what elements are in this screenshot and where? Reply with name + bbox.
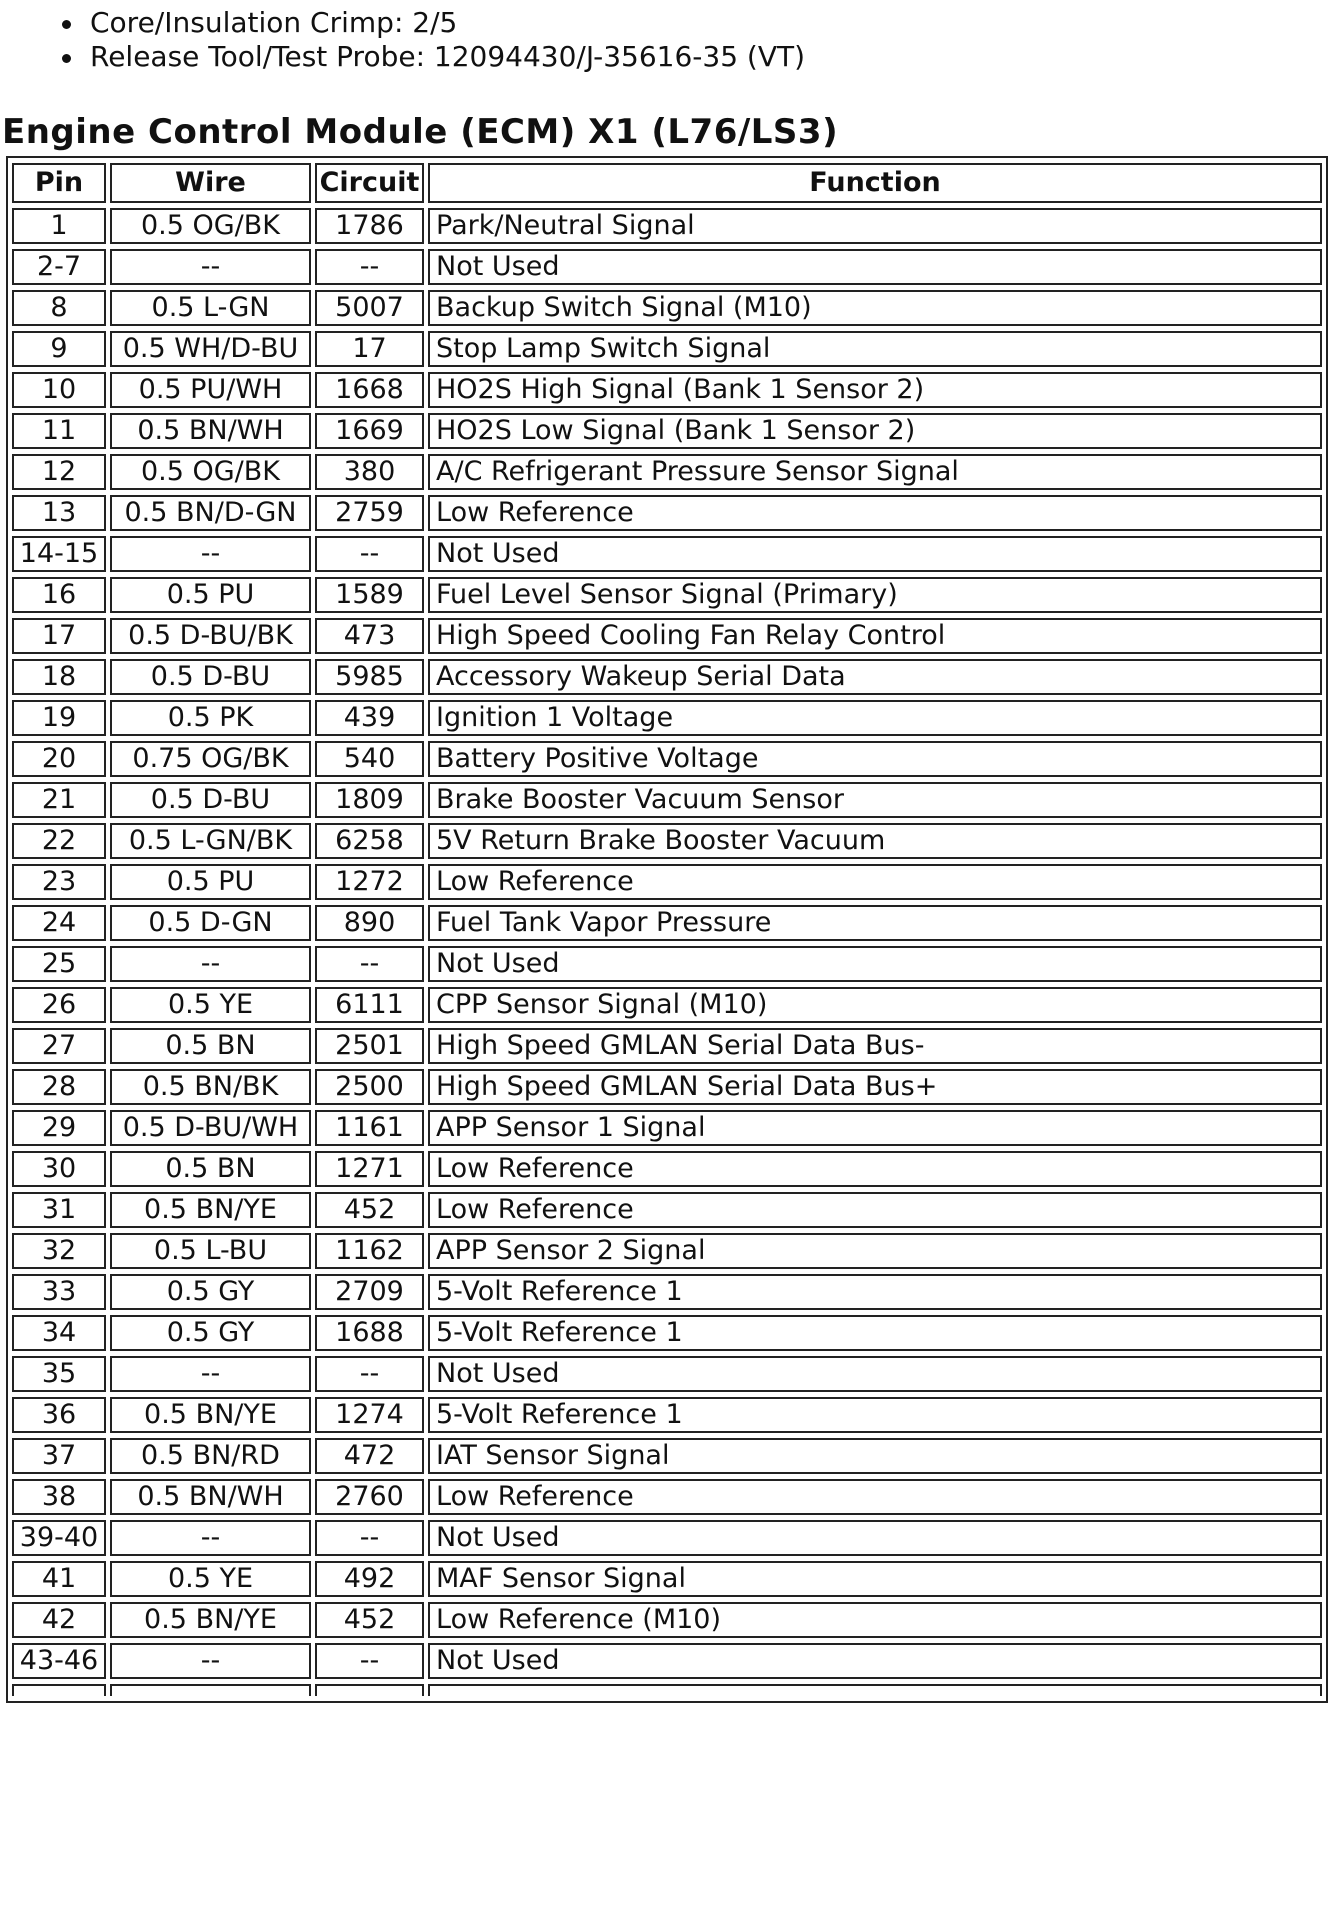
note-crimp: Core/Insulation Crimp: 2/5 xyxy=(0,6,805,40)
table-row xyxy=(12,1233,1322,1269)
function-cell: Not Used xyxy=(428,1643,1322,1679)
circuit-cell: 17 xyxy=(315,331,424,367)
pin-cell: 24 xyxy=(12,905,106,941)
table-row-partial xyxy=(12,1684,1322,1696)
circuit-cell: 5007 xyxy=(315,290,424,326)
table-row xyxy=(12,946,1322,982)
table-row xyxy=(12,987,1322,1023)
wire-cell: 0.5 BN/YE xyxy=(110,1602,311,1638)
table-row xyxy=(12,659,1322,695)
table-row xyxy=(12,782,1322,818)
pin-cell: 1 xyxy=(12,208,106,244)
wire-cell: 0.5 D-BU/BK xyxy=(110,618,311,654)
function-cell: 5V Return Brake Booster Vacuum xyxy=(428,823,1322,859)
pin-cell: 2-7 xyxy=(12,249,106,285)
wire-cell: 0.5 D-BU xyxy=(110,782,311,818)
wire-cell: -- xyxy=(110,536,311,572)
pin-cell: 17 xyxy=(12,618,106,654)
circuit-cell: 1274 xyxy=(315,1397,424,1433)
circuit-cell: 1669 xyxy=(315,413,424,449)
wire-cell: 0.5 GY xyxy=(110,1274,311,1310)
header-pin: Pin xyxy=(12,163,106,203)
function-cell: High Speed Cooling Fan Relay Control xyxy=(428,618,1322,654)
circuit-cell: 1271 xyxy=(315,1151,424,1187)
page-title: Engine Control Module (ECM) X1 (L76/LS3) xyxy=(2,112,839,152)
circuit-cell: 1809 xyxy=(315,782,424,818)
pin-cell: 36 xyxy=(12,1397,106,1433)
circuit-cell: -- xyxy=(315,946,424,982)
function-cell: HO2S Low Signal (Bank 1 Sensor 2) xyxy=(428,413,1322,449)
wire-cell: 0.5 D-GN xyxy=(110,905,311,941)
partial-cell xyxy=(12,1684,106,1696)
partial-cell xyxy=(428,1684,1322,1696)
circuit-cell: 6111 xyxy=(315,987,424,1023)
table-row xyxy=(12,1110,1322,1146)
partial-cell xyxy=(315,1684,424,1696)
pin-cell: 14-15 xyxy=(12,536,106,572)
table-row xyxy=(12,1356,1322,1392)
function-cell: Low Reference xyxy=(428,1479,1322,1515)
table-row xyxy=(12,1520,1322,1556)
pin-cell: 43-46 xyxy=(12,1643,106,1679)
circuit-cell: -- xyxy=(315,1643,424,1679)
pin-cell: 13 xyxy=(12,495,106,531)
circuit-cell: 1161 xyxy=(315,1110,424,1146)
circuit-cell: 1272 xyxy=(315,864,424,900)
circuit-cell: 1688 xyxy=(315,1315,424,1351)
circuit-cell: 1589 xyxy=(315,577,424,613)
header-circuit: Circuit xyxy=(315,163,424,203)
pin-cell: 34 xyxy=(12,1315,106,1351)
table-row xyxy=(12,1602,1322,1638)
table-row xyxy=(12,1397,1322,1433)
wire-cell: -- xyxy=(110,1356,311,1392)
function-cell: APP Sensor 2 Signal xyxy=(428,1233,1322,1269)
circuit-cell: 5985 xyxy=(315,659,424,695)
pin-cell: 10 xyxy=(12,372,106,408)
wire-cell: 0.5 BN/WH xyxy=(110,413,311,449)
wire-cell: 0.5 OG/BK xyxy=(110,208,311,244)
pin-cell: 25 xyxy=(12,946,106,982)
table-row xyxy=(12,413,1322,449)
wire-cell: 0.75 OG/BK xyxy=(110,741,311,777)
function-cell: Accessory Wakeup Serial Data xyxy=(428,659,1322,695)
table-row xyxy=(12,1561,1322,1597)
pin-cell: 22 xyxy=(12,823,106,859)
function-cell: Low Reference xyxy=(428,1151,1322,1187)
header-function: Function xyxy=(428,163,1322,203)
pin-cell: 16 xyxy=(12,577,106,613)
table-row xyxy=(12,372,1322,408)
wire-cell: -- xyxy=(110,249,311,285)
table-row xyxy=(12,208,1322,244)
circuit-cell: 380 xyxy=(315,454,424,490)
wire-cell: 0.5 WH/D-BU xyxy=(110,331,311,367)
function-cell: Low Reference xyxy=(428,864,1322,900)
pin-cell: 29 xyxy=(12,1110,106,1146)
table-row xyxy=(12,823,1322,859)
function-cell: Low Reference xyxy=(428,1192,1322,1228)
table-row xyxy=(12,536,1322,572)
table-row xyxy=(12,454,1322,490)
function-cell: Battery Positive Voltage xyxy=(428,741,1322,777)
table-row xyxy=(12,495,1322,531)
wire-cell: 0.5 BN/YE xyxy=(110,1192,311,1228)
wire-cell: 0.5 L-GN/BK xyxy=(110,823,311,859)
function-cell: Not Used xyxy=(428,1520,1322,1556)
wire-cell: 0.5 YE xyxy=(110,987,311,1023)
table-row xyxy=(12,331,1322,367)
circuit-cell: 452 xyxy=(315,1602,424,1638)
pin-cell: 11 xyxy=(12,413,106,449)
circuit-cell: 2759 xyxy=(315,495,424,531)
pin-cell: 33 xyxy=(12,1274,106,1310)
circuit-cell: 1162 xyxy=(315,1233,424,1269)
table-row xyxy=(12,741,1322,777)
pin-cell: 31 xyxy=(12,1192,106,1228)
circuit-cell: 2500 xyxy=(315,1069,424,1105)
circuit-cell: 2501 xyxy=(315,1028,424,1064)
table-row xyxy=(12,1643,1322,1679)
table-header-row xyxy=(12,163,1322,203)
wire-cell: 0.5 PU xyxy=(110,864,311,900)
pin-cell: 38 xyxy=(12,1479,106,1515)
circuit-cell: -- xyxy=(315,1520,424,1556)
circuit-cell: 890 xyxy=(315,905,424,941)
circuit-cell: -- xyxy=(315,1356,424,1392)
wire-cell: 0.5 BN/WH xyxy=(110,1479,311,1515)
function-cell: Park/Neutral Signal xyxy=(428,208,1322,244)
wire-cell: -- xyxy=(110,1520,311,1556)
circuit-cell: 472 xyxy=(315,1438,424,1474)
wire-cell: 0.5 BN/D-GN xyxy=(110,495,311,531)
pin-cell: 30 xyxy=(12,1151,106,1187)
table-row xyxy=(12,618,1322,654)
circuit-cell: 473 xyxy=(315,618,424,654)
wire-cell: 0.5 BN/BK xyxy=(110,1069,311,1105)
function-cell: HO2S High Signal (Bank 1 Sensor 2) xyxy=(428,372,1322,408)
function-cell: Stop Lamp Switch Signal xyxy=(428,331,1322,367)
function-cell: High Speed GMLAN Serial Data Bus+ xyxy=(428,1069,1322,1105)
function-cell: IAT Sensor Signal xyxy=(428,1438,1322,1474)
circuit-cell: 2709 xyxy=(315,1274,424,1310)
table-row xyxy=(12,700,1322,736)
pin-cell: 32 xyxy=(12,1233,106,1269)
wire-cell: 0.5 BN/YE xyxy=(110,1397,311,1433)
pin-cell: 35 xyxy=(12,1356,106,1392)
pin-cell: 39-40 xyxy=(12,1520,106,1556)
function-cell: High Speed GMLAN Serial Data Bus- xyxy=(428,1028,1322,1064)
circuit-cell: 6258 xyxy=(315,823,424,859)
circuit-cell: 1668 xyxy=(315,372,424,408)
pin-cell: 8 xyxy=(12,290,106,326)
function-cell: APP Sensor 1 Signal xyxy=(428,1110,1322,1146)
circuit-cell: 439 xyxy=(315,700,424,736)
function-cell: Low Reference xyxy=(428,495,1322,531)
wire-cell: 0.5 D-BU/WH xyxy=(110,1110,311,1146)
pin-cell: 23 xyxy=(12,864,106,900)
table-row xyxy=(12,1315,1322,1351)
wire-cell: 0.5 BN/RD xyxy=(110,1438,311,1474)
function-cell: 5-Volt Reference 1 xyxy=(428,1274,1322,1310)
wire-cell: 0.5 OG/BK xyxy=(110,454,311,490)
pinout-table xyxy=(6,156,1328,1703)
function-cell: A/C Refrigerant Pressure Sensor Signal xyxy=(428,454,1322,490)
function-cell: 5-Volt Reference 1 xyxy=(428,1315,1322,1351)
notes-list xyxy=(0,6,805,74)
circuit-cell: -- xyxy=(315,536,424,572)
function-cell: CPP Sensor Signal (M10) xyxy=(428,987,1322,1023)
table-row xyxy=(12,1479,1322,1515)
table-row xyxy=(12,1274,1322,1310)
pin-cell: 20 xyxy=(12,741,106,777)
function-cell: Not Used xyxy=(428,1356,1322,1392)
pin-cell: 27 xyxy=(12,1028,106,1064)
partial-cell xyxy=(110,1684,311,1696)
pin-cell: 18 xyxy=(12,659,106,695)
function-cell: Not Used xyxy=(428,536,1322,572)
circuit-cell: 452 xyxy=(315,1192,424,1228)
wire-cell: 0.5 PK xyxy=(110,700,311,736)
table-row xyxy=(12,577,1322,613)
table-row xyxy=(12,1151,1322,1187)
table-row xyxy=(12,864,1322,900)
pin-cell: 12 xyxy=(12,454,106,490)
function-cell: Low Reference (M10) xyxy=(428,1602,1322,1638)
circuit-cell: 492 xyxy=(315,1561,424,1597)
wire-cell: 0.5 PU/WH xyxy=(110,372,311,408)
wire-cell: 0.5 D-BU xyxy=(110,659,311,695)
table-row xyxy=(12,249,1322,285)
function-cell: Brake Booster Vacuum Sensor xyxy=(428,782,1322,818)
pin-cell: 28 xyxy=(12,1069,106,1105)
table-row xyxy=(12,905,1322,941)
table-row xyxy=(12,1069,1322,1105)
function-cell: Fuel Tank Vapor Pressure xyxy=(428,905,1322,941)
pin-cell: 26 xyxy=(12,987,106,1023)
pin-cell: 9 xyxy=(12,331,106,367)
function-cell: Fuel Level Sensor Signal (Primary) xyxy=(428,577,1322,613)
function-cell: MAF Sensor Signal xyxy=(428,1561,1322,1597)
circuit-cell: 2760 xyxy=(315,1479,424,1515)
pin-cell: 21 xyxy=(12,782,106,818)
function-cell: Backup Switch Signal (M10) xyxy=(428,290,1322,326)
wire-cell: -- xyxy=(110,1643,311,1679)
function-cell: Not Used xyxy=(428,946,1322,982)
header-wire: Wire xyxy=(110,163,311,203)
wire-cell: 0.5 L-GN xyxy=(110,290,311,326)
pin-cell: 42 xyxy=(12,1602,106,1638)
pin-cell: 19 xyxy=(12,700,106,736)
pin-cell: 37 xyxy=(12,1438,106,1474)
table-body xyxy=(12,208,1322,1696)
circuit-cell: 540 xyxy=(315,741,424,777)
table-row xyxy=(12,290,1322,326)
wire-cell: 0.5 BN xyxy=(110,1151,311,1187)
table-row xyxy=(12,1028,1322,1064)
function-cell: Not Used xyxy=(428,249,1322,285)
table-row xyxy=(12,1438,1322,1474)
wire-cell: 0.5 PU xyxy=(110,577,311,613)
wire-cell: 0.5 YE xyxy=(110,1561,311,1597)
wire-cell: 0.5 L-BU xyxy=(110,1233,311,1269)
wire-cell: 0.5 BN xyxy=(110,1028,311,1064)
function-cell: Ignition 1 Voltage xyxy=(428,700,1322,736)
circuit-cell: -- xyxy=(315,249,424,285)
function-cell: 5-Volt Reference 1 xyxy=(428,1397,1322,1433)
circuit-cell: 1786 xyxy=(315,208,424,244)
wire-cell: 0.5 GY xyxy=(110,1315,311,1351)
table-row xyxy=(12,1192,1322,1228)
pin-cell: 41 xyxy=(12,1561,106,1597)
wire-cell: -- xyxy=(110,946,311,982)
note-release-tool: Release Tool/Test Probe: 12094430/J-35616-35 (VT) xyxy=(0,40,805,74)
